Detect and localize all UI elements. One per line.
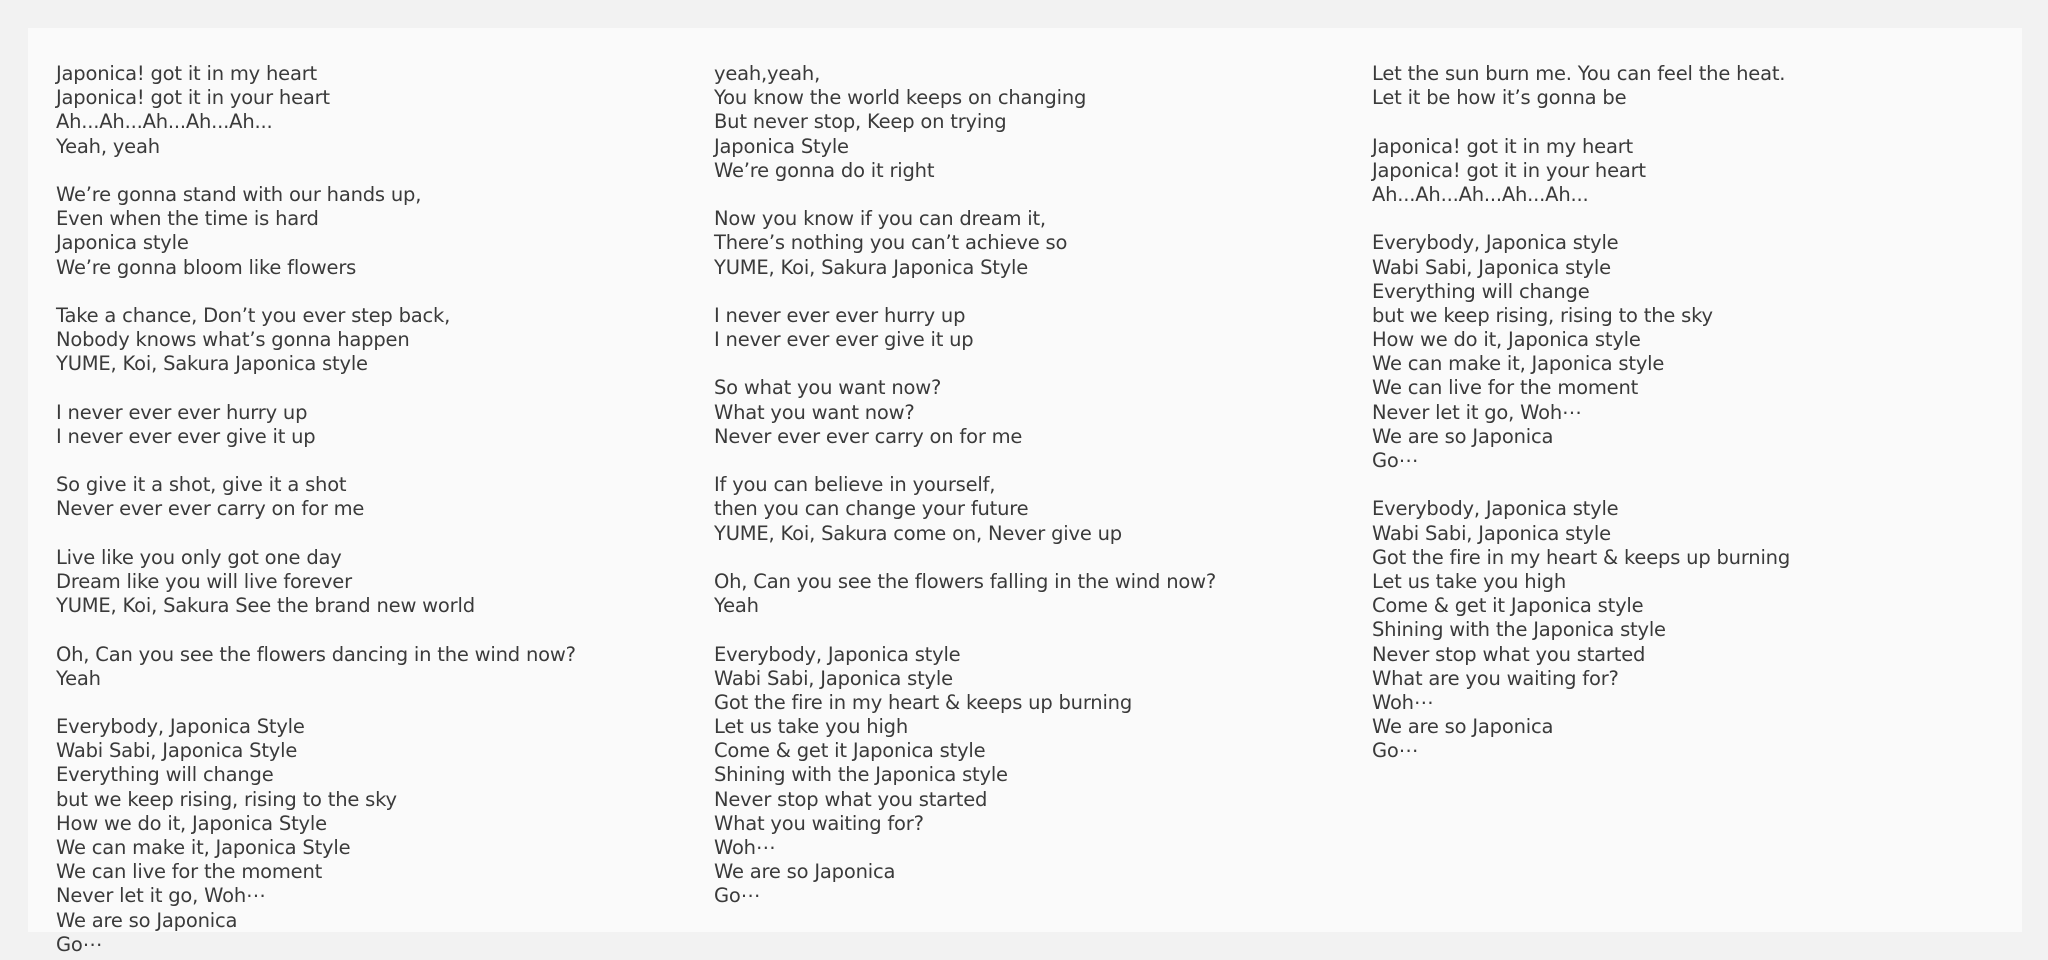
- lyric-line: Never ever ever carry on for me: [56, 497, 365, 521]
- lyric-line: I never ever ever hurry up: [56, 400, 308, 424]
- lyric-line: We’re gonna bloom like flowers: [56, 255, 357, 279]
- lyric-line: Woh⋯: [714, 836, 776, 859]
- lyric-line: Yeah: [56, 666, 101, 690]
- lyric-line: We’re gonna do it right: [714, 158, 935, 182]
- lyric-line: Ah...Ah...Ah...Ah...Ah...: [1372, 182, 1589, 206]
- lyric-line: We are so Japonica: [714, 860, 896, 884]
- lyric-line: Let the sun burn me. You can feel the heat.: [1372, 62, 1786, 85]
- lyric-line: but we keep rising, rising to the sky: [56, 787, 397, 811]
- lyrics-stanza: [714, 570, 1216, 618]
- lyrics-column-3: [1372, 62, 1790, 763]
- lyric-line: Shining with the Japonica style: [714, 763, 1008, 787]
- lyric-line: Never stop what you started: [1372, 642, 1646, 666]
- lyric-line: What you waiting for?: [714, 811, 924, 835]
- lyric-line: YUME, Koi, Sakura Japonica style: [56, 352, 368, 376]
- lyric-line: How we do it, Japonica style: [1372, 328, 1641, 352]
- lyric-line: YUME, Koi, Sakura See the brand new world: [56, 594, 475, 618]
- lyrics-stanza: [714, 643, 1216, 909]
- lyric-line: Got the fire in my heart & keeps up burning: [1372, 545, 1791, 569]
- lyric-line: Go⋯: [1372, 449, 1418, 472]
- lyric-line: You know the world keeps on changing: [714, 86, 1087, 110]
- lyric-line: Oh, Can you see the flowers dancing in the wind now?: [56, 642, 576, 666]
- lyrics-stanza: [714, 473, 1216, 546]
- lyrics-stanza: [714, 207, 1216, 280]
- lyric-line: There’s nothing you can’t achieve so: [714, 231, 1068, 255]
- lyric-line: I never ever ever hurry up: [714, 303, 966, 327]
- lyric-line: Oh, Can you see the flowers falling in the wind now?: [714, 569, 1217, 593]
- lyric-line: So what you want now?: [714, 376, 942, 400]
- lyric-line: How we do it, Japonica Style: [56, 811, 327, 835]
- lyric-line: We are so Japonica: [1372, 424, 1554, 448]
- lyric-line: Dream like you will live forever: [56, 569, 352, 593]
- lyric-line: Everybody, Japonica Style: [56, 715, 305, 739]
- lyrics-stanza: [1372, 231, 1790, 473]
- lyric-line: Everything will change: [56, 763, 274, 787]
- lyric-line: Come & get it Japonica style: [1372, 594, 1644, 618]
- lyric-line: Let it be how it’s gonna be: [1372, 86, 1627, 110]
- lyric-line: Now you know if you can dream it,: [714, 207, 1046, 231]
- lyric-line: Wabi Sabi, Japonica Style: [56, 739, 298, 763]
- lyric-line: Got the fire in my heart & keeps up burning: [714, 690, 1133, 714]
- lyric-line: Woh⋯: [1372, 690, 1434, 714]
- lyric-line: We are so Japonica: [56, 908, 238, 932]
- lyric-line: Ah...Ah...Ah...Ah...Ah...: [56, 110, 273, 134]
- lyrics-page: [28, 28, 2022, 956]
- lyrics-column-2: [714, 62, 1216, 909]
- lyrics-stanza: [56, 401, 576, 449]
- lyric-line: Everybody, Japonica style: [714, 642, 961, 666]
- lyric-line: Nobody knows what’s gonna happen: [56, 328, 410, 352]
- lyric-line: Everybody, Japonica style: [1372, 231, 1619, 255]
- lyric-line: yeah,yeah,: [714, 62, 821, 85]
- lyric-line: What you want now?: [714, 400, 915, 424]
- lyric-line: Everything will change: [1372, 279, 1590, 303]
- lyric-line: Japonica! got it in your heart: [1372, 158, 1646, 182]
- lyric-line: We’re gonna stand with our hands up,: [56, 182, 422, 206]
- lyrics-stanza: [56, 643, 576, 691]
- lyric-line: Yeah, yeah: [56, 134, 160, 158]
- lyric-line: We are so Japonica: [1372, 715, 1554, 739]
- lyric-line: We can make it, Japonica Style: [56, 836, 351, 859]
- lyrics-stanza: [56, 546, 576, 619]
- lyric-line: Japonica! got it in your heart: [56, 86, 330, 110]
- lyric-line: Let us take you high: [714, 715, 909, 739]
- lyric-line: Let us take you high: [1372, 569, 1567, 593]
- lyric-line: Even when the time is hard: [56, 207, 319, 231]
- lyrics-stanza: [714, 304, 1216, 352]
- lyric-line: Never let it go, Woh⋯: [1372, 400, 1582, 424]
- lyric-line: Never ever ever carry on for me: [714, 424, 1023, 448]
- lyric-line: Go⋯: [56, 932, 102, 956]
- lyric-line: Go⋯: [714, 884, 760, 908]
- lyrics-stanza: [714, 62, 1216, 183]
- lyric-line: Japonica style: [56, 231, 189, 255]
- lyric-line: Live like you only got one day: [56, 545, 342, 569]
- lyric-line: I never ever ever give it up: [714, 328, 974, 352]
- lyric-line: Wabi Sabi, Japonica style: [714, 666, 953, 690]
- lyric-line: YUME, Koi, Sakura Japonica Style: [714, 255, 1029, 279]
- lyric-line: Japonica! got it in my heart: [56, 62, 317, 85]
- lyric-line: We can make it, Japonica style: [1372, 352, 1665, 376]
- lyric-line: Take a chance, Don’t you ever step back,: [56, 303, 451, 327]
- lyric-line: Yeah: [714, 594, 759, 618]
- lyric-line: But never stop, Keep on trying: [714, 110, 1007, 134]
- lyric-line: What are you waiting for?: [1372, 666, 1619, 690]
- lyric-line: Everybody, Japonica style: [1372, 497, 1619, 521]
- lyric-line: I never ever ever give it up: [56, 424, 316, 448]
- lyric-line: Go⋯: [1372, 739, 1418, 763]
- lyric-line: Japonica! got it in my heart: [1372, 134, 1633, 158]
- lyrics-stanza: [1372, 62, 1790, 110]
- lyrics-stanza: [714, 376, 1216, 449]
- lyric-line: We can live for the moment: [56, 860, 323, 884]
- lyric-line: Never stop what you started: [714, 787, 988, 811]
- lyric-line: Shining with the Japonica style: [1372, 618, 1666, 642]
- lyrics-stanza: [1372, 135, 1790, 208]
- lyric-line: If you can believe in yourself,: [714, 473, 996, 497]
- lyrics-stanza: [56, 183, 576, 280]
- lyric-line: YUME, Koi, Sakura come on, Never give up: [714, 521, 1122, 545]
- lyrics-column-1: [56, 62, 576, 957]
- lyric-line: Japonica Style: [714, 134, 849, 158]
- lyrics-stanza: [56, 473, 576, 521]
- lyrics-stanza: [56, 304, 576, 377]
- lyric-line: Never let it go, Woh⋯: [56, 884, 266, 908]
- lyric-line: Come & get it Japonica style: [714, 739, 986, 763]
- lyric-line: We can live for the moment: [1372, 376, 1639, 400]
- lyric-line: So give it a shot, give it a shot: [56, 473, 347, 497]
- lyrics-stanza: [56, 62, 576, 159]
- lyric-line: Wabi Sabi, Japonica style: [1372, 521, 1611, 545]
- lyric-line: but we keep rising, rising to the sky: [1372, 303, 1713, 327]
- lyrics-stanza: [1372, 497, 1790, 763]
- lyrics-stanza: [56, 715, 576, 957]
- lyric-line: then you can change your future: [714, 497, 1029, 521]
- lyric-line: Wabi Sabi, Japonica style: [1372, 255, 1611, 279]
